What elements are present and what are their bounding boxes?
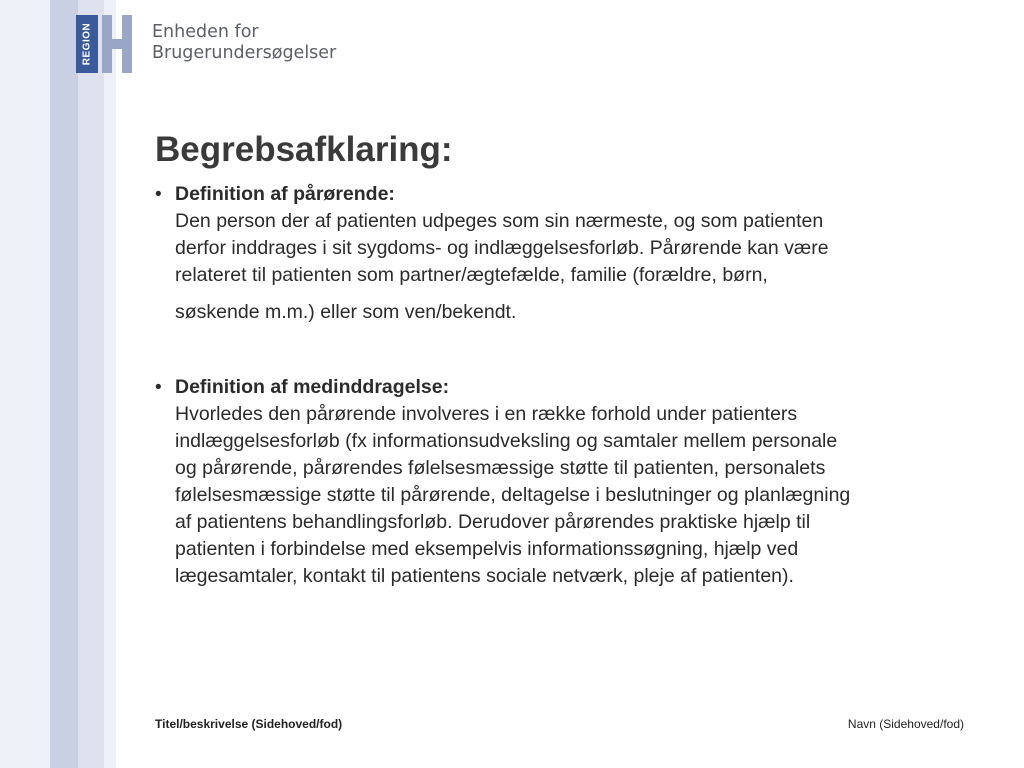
region-logo-text: REGION xyxy=(81,22,93,66)
region-logo-bar xyxy=(76,15,98,73)
unit-name-line2: Brugerundersøgelser xyxy=(152,43,337,63)
bullet-definition-medinddragelse xyxy=(155,374,975,590)
bullet-line: relateret til patienten som partner/ægtefælde, familie (forældre, børn, xyxy=(175,264,768,286)
unit-name xyxy=(152,22,336,64)
bullet-dot: • xyxy=(155,377,162,398)
footer-title: Titel/beskrivelse (Sidehoved/fod) xyxy=(155,717,343,731)
left-stripe-mid xyxy=(78,0,104,768)
bullet-dot: • xyxy=(155,184,162,205)
footer-author: Navn (Sidehoved/fod) xyxy=(847,717,964,731)
bullet-line: Hvorledes den pårørende involveres i en række forhold under patienters xyxy=(175,403,798,425)
h-letter-icon xyxy=(98,15,134,73)
bullet-line: følelsesmæssige støtte til pårørende, deltagelse i beslutninger og planlægning xyxy=(175,484,851,506)
left-stripe-blue xyxy=(50,0,78,768)
bullet-line: patienten i forbindelse med eksempelvis informationssøgning, hjælp ved xyxy=(175,538,799,560)
bullet-line: og pårørende, pårørendes følelsesmæssige støtte til patienten, personalets xyxy=(175,457,826,479)
slide-title: Begrebsafklaring: xyxy=(155,130,453,169)
bullet-line: søskende m.m.) eller som ven/bekendt. xyxy=(175,301,517,323)
left-stripe-light xyxy=(0,0,50,768)
left-stripe-pale xyxy=(104,0,116,768)
bullet-line: Den person der af patienten udpeges som sin nærmeste, og som patienten xyxy=(175,210,824,232)
bullet-heading: Definition af medinddragelse: xyxy=(175,376,450,398)
bullet-line: af patientens behandlingsforløb. Derudover pårørendes praktiske hjælp til xyxy=(175,511,811,533)
bullet-line: indlæggelsesforløb (fx informationsudveksling og samtaler mellem personale xyxy=(175,430,838,452)
bullet-definition-paaroerende xyxy=(155,181,975,326)
region-logo xyxy=(76,15,134,73)
bullet-line: derfor inddrages i sit sygdoms- og indlæggelsesforløb. Pårørende kan være xyxy=(175,237,829,259)
unit-name-line1: Enheden for xyxy=(152,22,259,42)
slide-content xyxy=(155,181,975,590)
bullet-heading: Definition af pårørende: xyxy=(175,183,395,205)
bullet-line: lægesamtaler, kontakt til patientens sociale netværk, pleje af patienten). xyxy=(175,565,794,587)
